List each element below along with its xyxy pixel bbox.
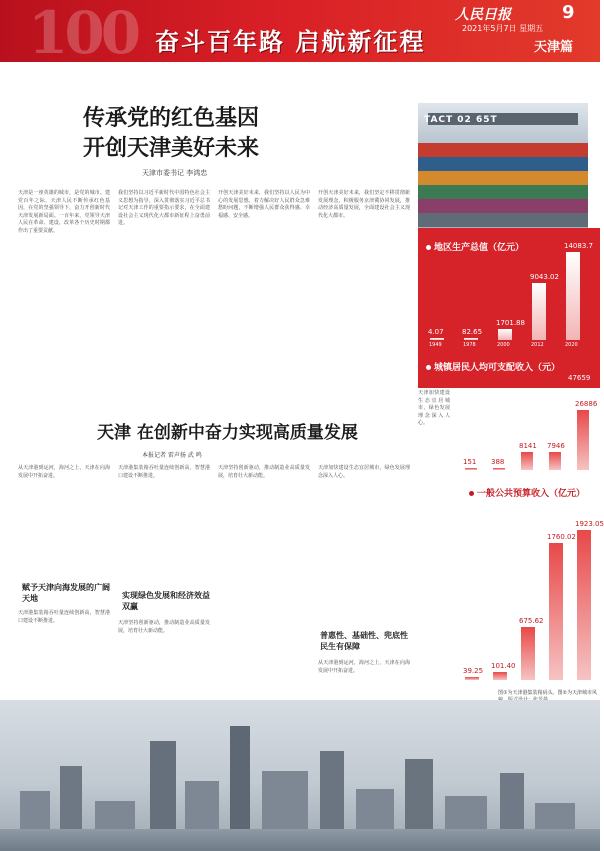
budget-value-2020: 1923.05 [575, 520, 604, 528]
budget-label [469, 486, 585, 499]
article2-byline: 本报记者 雷声扬 武 鸣 [142, 452, 202, 459]
section-label: 天津篇 [534, 40, 574, 55]
centenary-number: 100 [28, 0, 138, 67]
budget-chart-panel [455, 388, 604, 688]
port-photo [418, 103, 588, 228]
article2-headline: 天津 在创新中奋力实现高质量发展 [97, 423, 358, 443]
article2-column-4b: 从天津港到运河，海河之上，天津在向海发展中开拓奋进。 [318, 660, 410, 674]
gdp-value-2012: 9043.02 [530, 273, 559, 282]
income-value-1949: 151 [463, 458, 477, 466]
income-bar-2012 [549, 452, 561, 470]
income-bar-1949 [465, 468, 477, 470]
banner [0, 0, 600, 67]
article2-column-1: 从天津港到运河，海河之上，天津在向海发展中开拓奋进。 [18, 465, 110, 479]
gdp-value-1949: 4.07 [428, 328, 444, 336]
city-skyline-photo [0, 700, 600, 851]
income-value-1978: 388 [491, 458, 505, 466]
income-bar-2000 [521, 452, 533, 470]
gdp-value-2000: 1701.88 [496, 319, 525, 328]
gdp-tick-1978: 1978 [463, 342, 476, 348]
article2-column-5: 天津加快建设生态宜居城市，绿色发展理念深入人心。 [418, 390, 450, 427]
article2-subhead-3: 普惠性、基础性、兜底性民生有保障 [320, 631, 408, 651]
article1-byline: 天津市委书记 李鸿忠 [142, 169, 208, 177]
budget-bar-1978 [493, 672, 507, 680]
article1-column-1: 天津是一座英雄的城市，是党的城市。建党百年之际，天津人民不断传承红色基因，在党的坚强领导下，奋力开创新时代天津发展新局面。一百年来，党领导天津人民在革命、建设、改革各个历史时期都作出了重要贡献。 [18, 190, 110, 234]
article2-column-1b: 天津港集装箱吞吐量连续创新高，智慧港口建设不断推进。 [18, 610, 110, 624]
income-value: 47659 [568, 374, 591, 382]
article2-column-2b: 天津坚持创新驱动，推动制造业高质量发展，培育壮大新动能。 [118, 620, 210, 634]
gdp-tick-2000: 2000 [497, 342, 510, 348]
income-label-text: 城镇居民人均可支配收入（元） [434, 363, 561, 373]
gdp-stats-panel [418, 228, 600, 388]
headline-line-1: 传承党的红色基因 [83, 105, 260, 131]
article2-column-4: 天津加快建设生态宜居城市，绿色发展理念深入人心。 [318, 465, 410, 479]
issue-date: 2021年5月7日 星期五 [462, 24, 544, 33]
gdp-tick-2020: 2020 [565, 342, 578, 348]
gdp-bar-2012 [532, 283, 546, 340]
budget-value-2012: 1760.02 [547, 532, 576, 541]
income-value-2020: 26886 [575, 400, 598, 408]
gdp-label-text: 地区生产总值（亿元） [434, 243, 525, 253]
income-bar-1978 [493, 468, 505, 470]
article1-column-2: 我们坚持以习近平新时代中国特色社会主义思想为指导，深入贯彻落实习近平总书记对天津工作的重要指示要求，在全面建设社会主义现代化大都市新征程上奋勇前进。 [118, 190, 210, 227]
banner-slogan: 奋斗百年路 启航新征程 [155, 27, 426, 56]
gdp-bar-1978 [464, 338, 478, 340]
article1-column-4: 开创天津美好未来，我们坚定不移贯彻新发展理念，积极服务京津冀协同发展，推动经济高质量发展，全面建设社会主义现代化大都市。 [318, 190, 410, 219]
paper-name: 人民日报 [455, 7, 511, 23]
budget-label-text: 一般公共预算收入（亿元） [477, 489, 586, 499]
budget-value-1978: 101.40 [491, 662, 516, 671]
article1-column-3: 开创天津美好未来，我们坚持以人民为中心的发展思想，着力解决好人民群众急难愁盼问题，不断增强人民群众获得感、幸福感、安全感。 [218, 190, 310, 219]
gdp-bar-2020 [566, 252, 580, 340]
gdp-value-2020: 14083.7 [564, 242, 593, 250]
article2-column-2: 天津港集装箱吞吐量连续创新高，智慧港口建设不断推进。 [118, 465, 210, 479]
income-bar-2020 [577, 410, 589, 470]
income-label [426, 360, 560, 373]
article2-column-3: 天津坚持创新驱动，推动制造业高质量发展，培育壮大新动能。 [218, 465, 310, 479]
income-value-2000: 8141 [519, 441, 537, 450]
budget-bar-1949 [465, 677, 479, 680]
gdp-value-1978: 82.65 [462, 328, 483, 336]
container-label: TACT 02 65T [424, 115, 498, 125]
photo-credits: 图①为天津港集装箱码头。图②为天津城市风 [498, 690, 597, 696]
headline-line-2: 开创天津美好未来 [83, 135, 260, 161]
budget-value-2000: 675.62 [519, 617, 544, 626]
gdp-label [426, 240, 524, 253]
budget-bar-2020 [577, 530, 591, 680]
gdp-bar-1949 [430, 338, 444, 340]
budget-value-1949: 39.25 [463, 666, 484, 675]
budget-bar-2000 [521, 627, 535, 680]
gdp-bar-2000 [498, 329, 512, 340]
page-number: 9 [562, 2, 575, 23]
gdp-tick-1949: 1949 [429, 342, 442, 348]
article2-subhead-1: 赋予天津向海发展的广阔天地 [22, 583, 110, 603]
gdp-tick-2012: 2012 [531, 342, 544, 348]
article1-headline [83, 103, 259, 163]
budget-bar-2012 [549, 543, 563, 680]
article2-subhead-2: 实现绿色发展和经济效益双赢 [122, 591, 210, 611]
income-value-2012: 7946 [547, 442, 565, 451]
